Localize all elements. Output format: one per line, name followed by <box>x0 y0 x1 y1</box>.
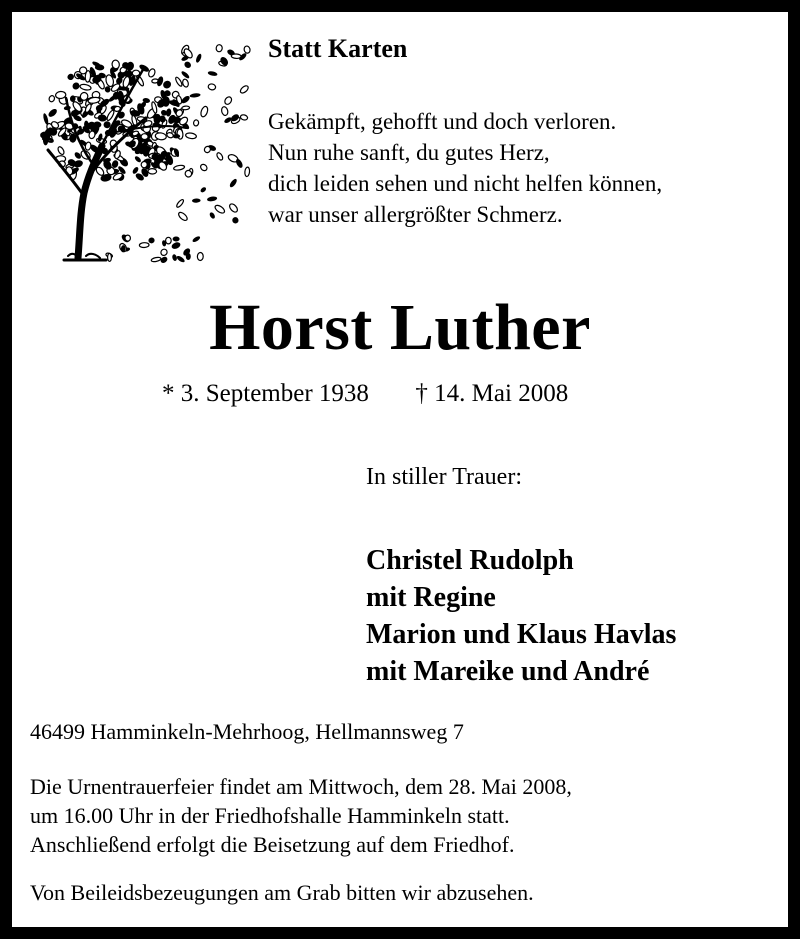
verse-line: Gekämpft, gehofft und doch verloren. <box>268 109 617 134</box>
service-line: Anschließend erfolgt die Beisetzung auf dem Friedhof. <box>30 832 515 857</box>
family-line: Marion und Klaus Havlas <box>366 619 677 650</box>
death-cross-icon: † <box>415 380 428 407</box>
service-line: Die Urnentrauerfeier findet am Mittwoch, dem 28. Mai 2008, <box>30 774 572 799</box>
family-names <box>366 542 676 690</box>
birth-date: 3. September 1938 <box>180 380 369 407</box>
windswept-tree-icon <box>26 28 252 264</box>
mourning-line: In stiller Trauer: <box>366 464 522 490</box>
verse-line: dich leiden sehen und nicht helfen können, <box>268 171 663 196</box>
service-line: um 16.00 Uhr in der Friedhofshalle Hamminkeln statt. <box>30 803 510 828</box>
verse-line: war unser allergrößter Schmerz. <box>268 202 563 227</box>
family-line: mit Mareike und André <box>366 656 650 687</box>
address: 46499 Hamminkeln-Mehrhoog, Hellmannsweg 7 <box>30 719 464 744</box>
family-line: mit Regine <box>366 582 496 613</box>
service-info <box>30 772 572 859</box>
family-line: Christel Rudolph <box>366 545 574 576</box>
memorial-verse <box>268 106 662 230</box>
deceased-name: Horst Luther <box>209 291 591 364</box>
birth-star-icon: * <box>162 380 175 407</box>
life-dates <box>162 380 568 408</box>
condolence-request: Von Beileidsbezeugungen am Grab bitten wir abzusehen. <box>30 880 534 905</box>
death-date: 14. Mai 2008 <box>434 380 569 407</box>
heading-statt-karten: Statt Karten <box>268 34 408 63</box>
verse-line: Nun ruhe sanft, du gutes Herz, <box>268 140 550 165</box>
